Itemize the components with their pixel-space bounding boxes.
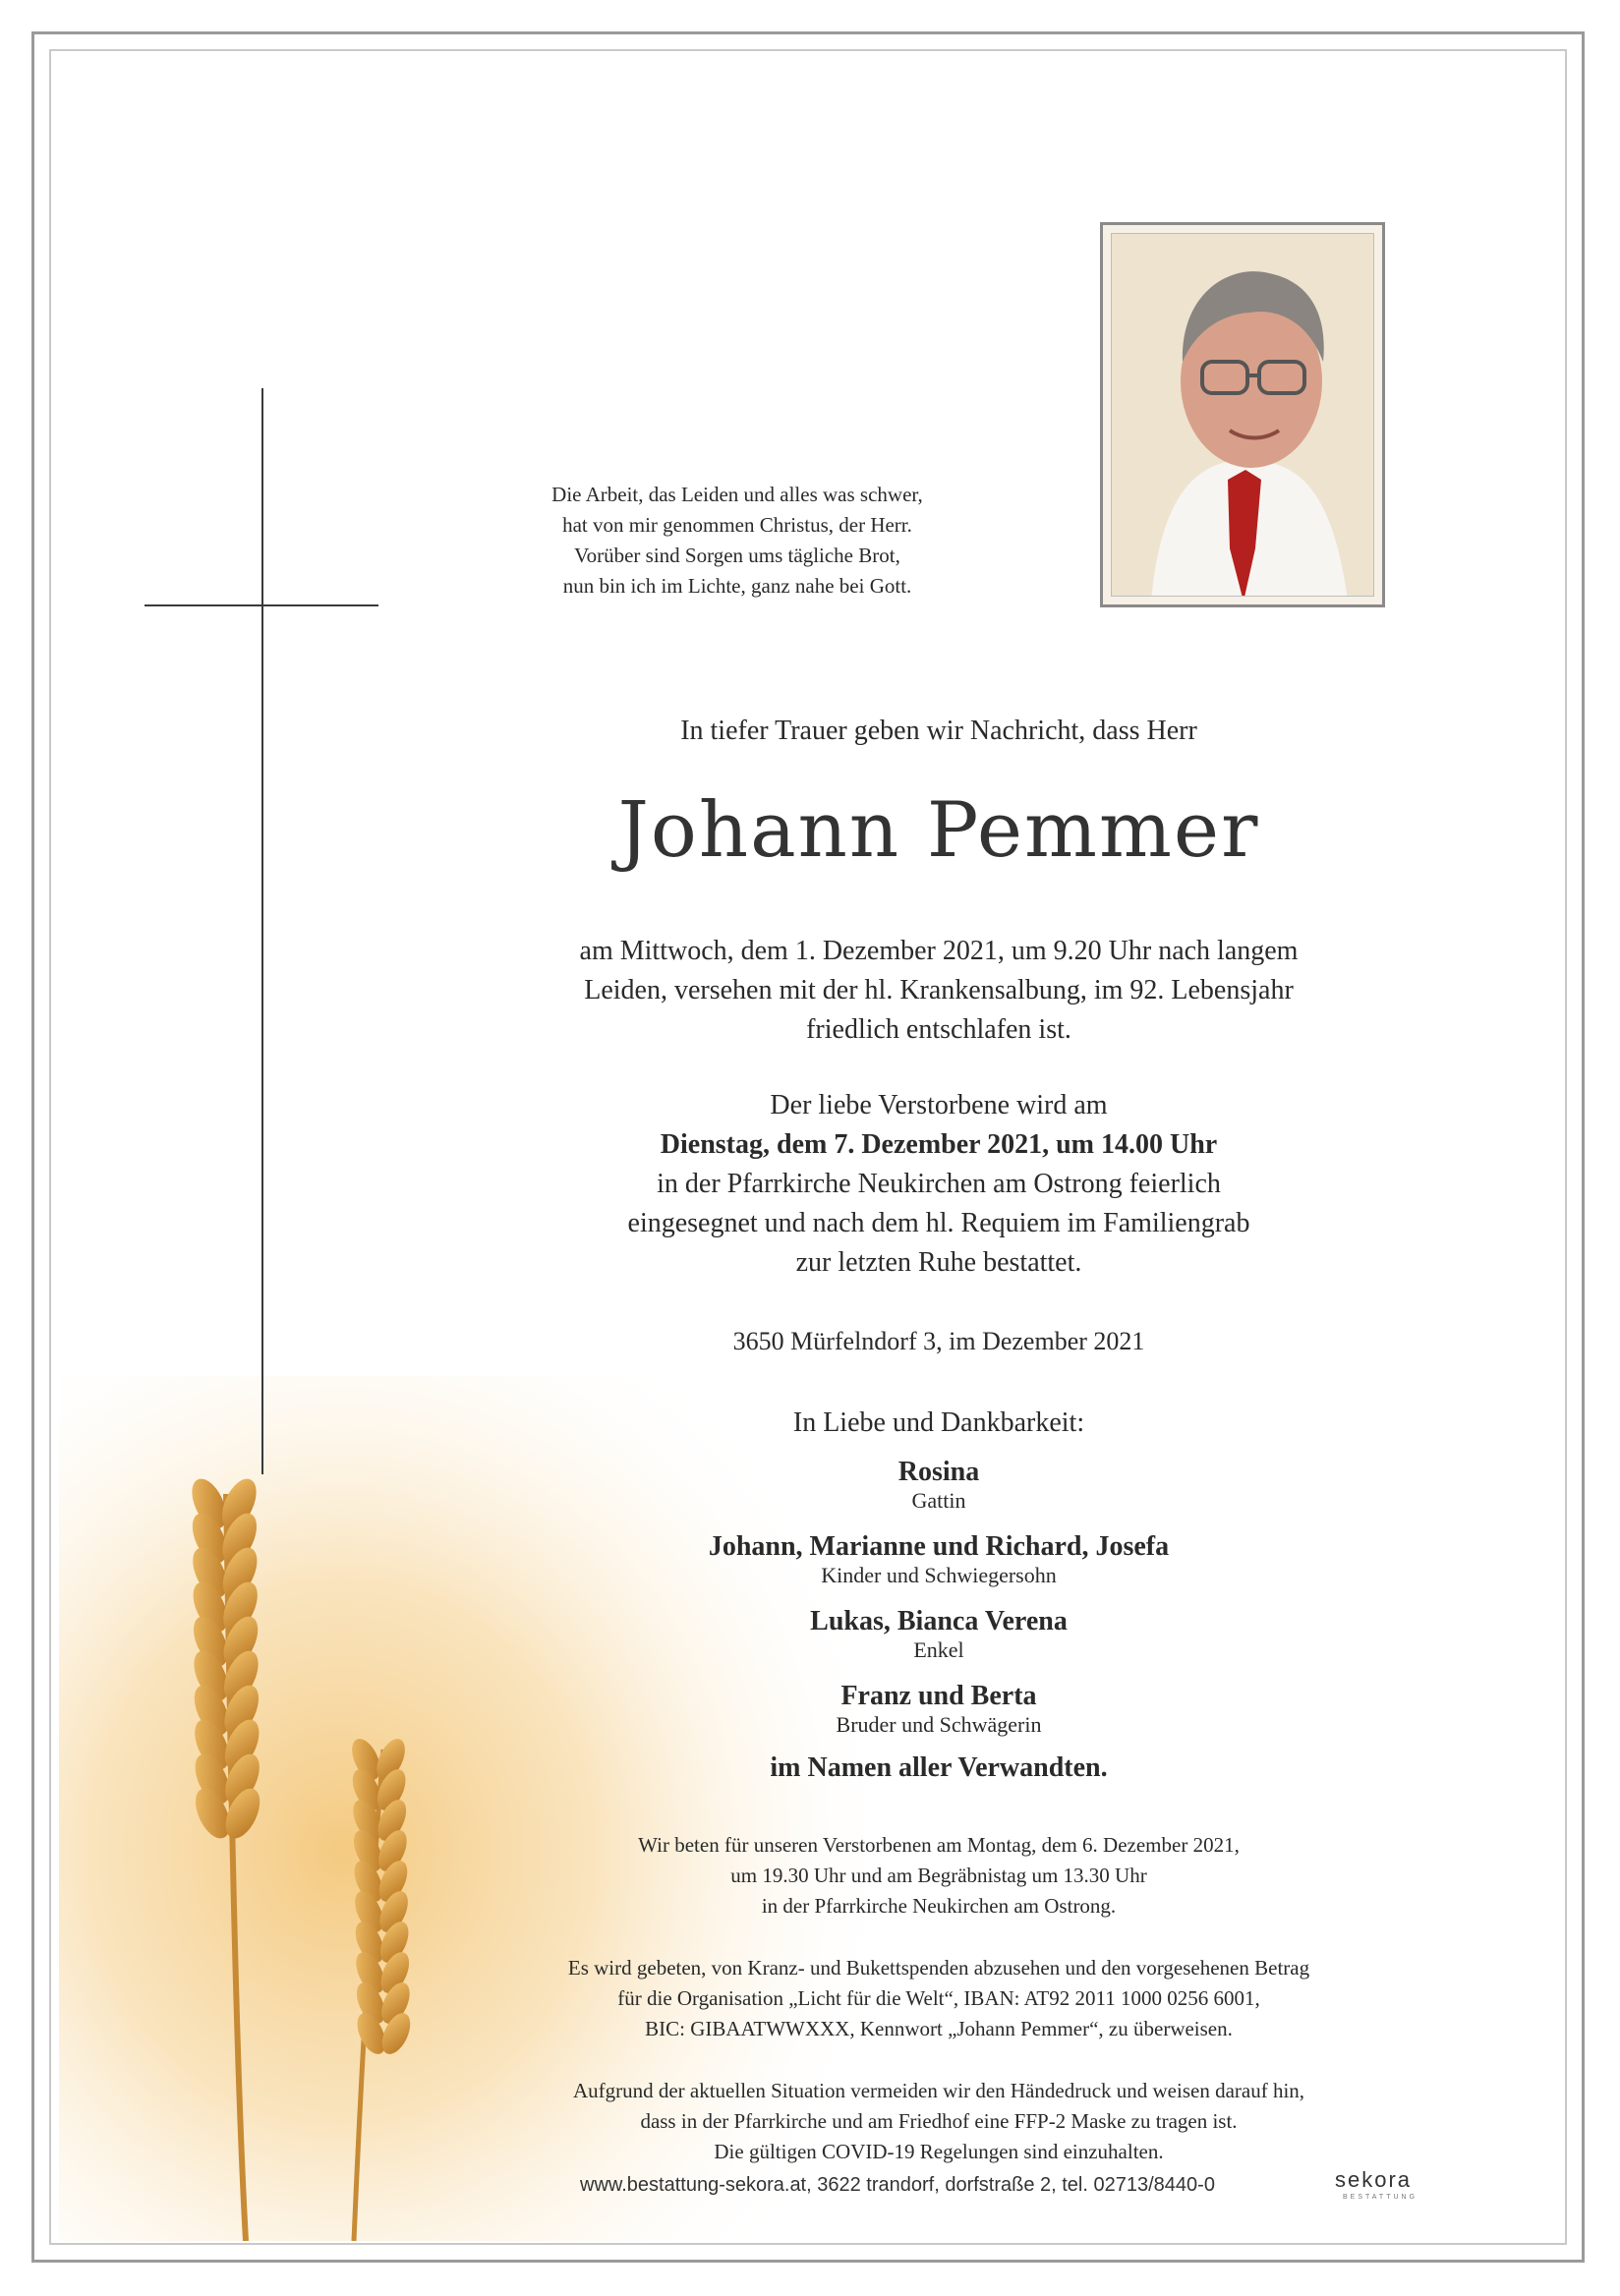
family-entry xyxy=(423,1606,1455,1663)
prayer-line: um 19.30 Uhr und am Begräbnistag um 13.30 Uhr xyxy=(730,1864,1147,1887)
death-line: am Mittwoch, dem 1. Dezember 2021, um 9.20 Uhr nach langem xyxy=(579,936,1299,966)
donation-line: für die Organisation „Licht für die Welt“, IBAN: AT92 2011 1000 0256 6001, xyxy=(617,1986,1260,2010)
family-entry xyxy=(423,1531,1455,1588)
family-entry xyxy=(423,1457,1455,1514)
funeral-notice xyxy=(423,1086,1455,1283)
footer-contact: www.bestattung-sekora.at, 3622 trandorf, dorfstraße 2, tel. 02713/8440-0 xyxy=(580,2174,1215,2196)
poem-line: hat von mir genommen Christus, der Herr. xyxy=(562,513,912,537)
prayer-line: Wir beten für unseren Verstorbenen am Montag, dem 6. Dezember 2021, xyxy=(638,1833,1240,1857)
funeral-line: zur letzten Ruhe bestattet. xyxy=(795,1247,1082,1278)
family-role: Bruder und Schwägerin xyxy=(836,1712,1042,1737)
thanks-line: In Liebe und Dankbarkeit: xyxy=(792,1407,1085,1438)
sekora-logo-sub: BESTATTUNG xyxy=(1343,2194,1418,2201)
donation-line: Es wird gebeten, von Kranz- und Bukettspenden abzusehen und den vorgesehenen Betrag xyxy=(567,1956,1310,1980)
covid-line: Aufgrund der aktuellen Situation vermeiden wir den Händedruck und weisen darauf hin, xyxy=(572,2079,1305,2102)
death-notice xyxy=(423,932,1455,1050)
family-list xyxy=(423,1457,1455,1755)
donation-line: BIC: GIBAATWWXXX, Kennwort „Johann Pemmer“, zu überweisen. xyxy=(645,2017,1233,2040)
covid-line: Die gültigen COVID-19 Regelungen sind einzuhalten. xyxy=(714,2140,1164,2163)
covid-line: dass in der Pfarrkirche und am Friedhof eine FFP-2 Maske zu tragen ist. xyxy=(640,2109,1238,2133)
poem-line: Vorüber sind Sorgen ums tägliche Brot, xyxy=(574,544,900,567)
cross-vertical xyxy=(261,388,263,1474)
family-entry xyxy=(423,1681,1455,1738)
closing-line: im Namen aller Verwandten. xyxy=(770,1752,1108,1783)
portrait-photo xyxy=(1100,222,1385,607)
prayer-notice xyxy=(423,1830,1455,1922)
funeral-line: eingesegnet und nach dem hl. Requiem im Familiengrab xyxy=(627,1208,1250,1238)
prayer-line: in der Pfarrkirche Neukirchen am Ostrong. xyxy=(761,1894,1117,1918)
family-role: Enkel xyxy=(913,1637,964,1662)
family-name: Lukas, Bianca Verena xyxy=(810,1606,1068,1636)
deceased-name: Johann Pemmer xyxy=(617,786,1260,875)
funeral-line: in der Pfarrkirche Neukirchen am Ostrong feierlich xyxy=(657,1169,1221,1199)
death-line: Leiden, versehen mit der hl. Krankensalbung, im 92. Lebensjahr xyxy=(584,975,1294,1005)
funeral-line: Der liebe Verstorbene wird am xyxy=(770,1090,1108,1120)
family-role: Kinder und Schwiegersohn xyxy=(821,1563,1057,1587)
family-name: Rosina xyxy=(897,1457,980,1487)
funeral-date: Dienstag, dem 7. Dezember 2021, um 14.00 Uhr xyxy=(660,1129,1218,1160)
covid-notice xyxy=(423,2076,1455,2167)
sekora-logo: sekora xyxy=(1335,2167,1413,2192)
family-name: Johann, Marianne und Richard, Josefa xyxy=(708,1531,1170,1562)
portrait-image xyxy=(1112,234,1374,597)
poem-line: Die Arbeit, das Leiden und alles was schwer, xyxy=(551,483,923,506)
cross-horizontal xyxy=(145,604,378,606)
family-role: Gattin xyxy=(911,1488,966,1513)
donation-notice xyxy=(423,1953,1455,2044)
intro-text: In tiefer Trauer geben wir Nachricht, dass Herr xyxy=(680,716,1197,746)
death-line: friedlich entschlafen ist. xyxy=(806,1014,1071,1045)
poem-line: nun bin ich im Lichte, ganz nahe bei Gott. xyxy=(562,574,912,598)
poem xyxy=(472,480,1003,602)
address-line: 3650 Mürfelndorf 3, im Dezember 2021 xyxy=(732,1327,1145,1355)
family-name: Franz und Berta xyxy=(840,1681,1037,1711)
